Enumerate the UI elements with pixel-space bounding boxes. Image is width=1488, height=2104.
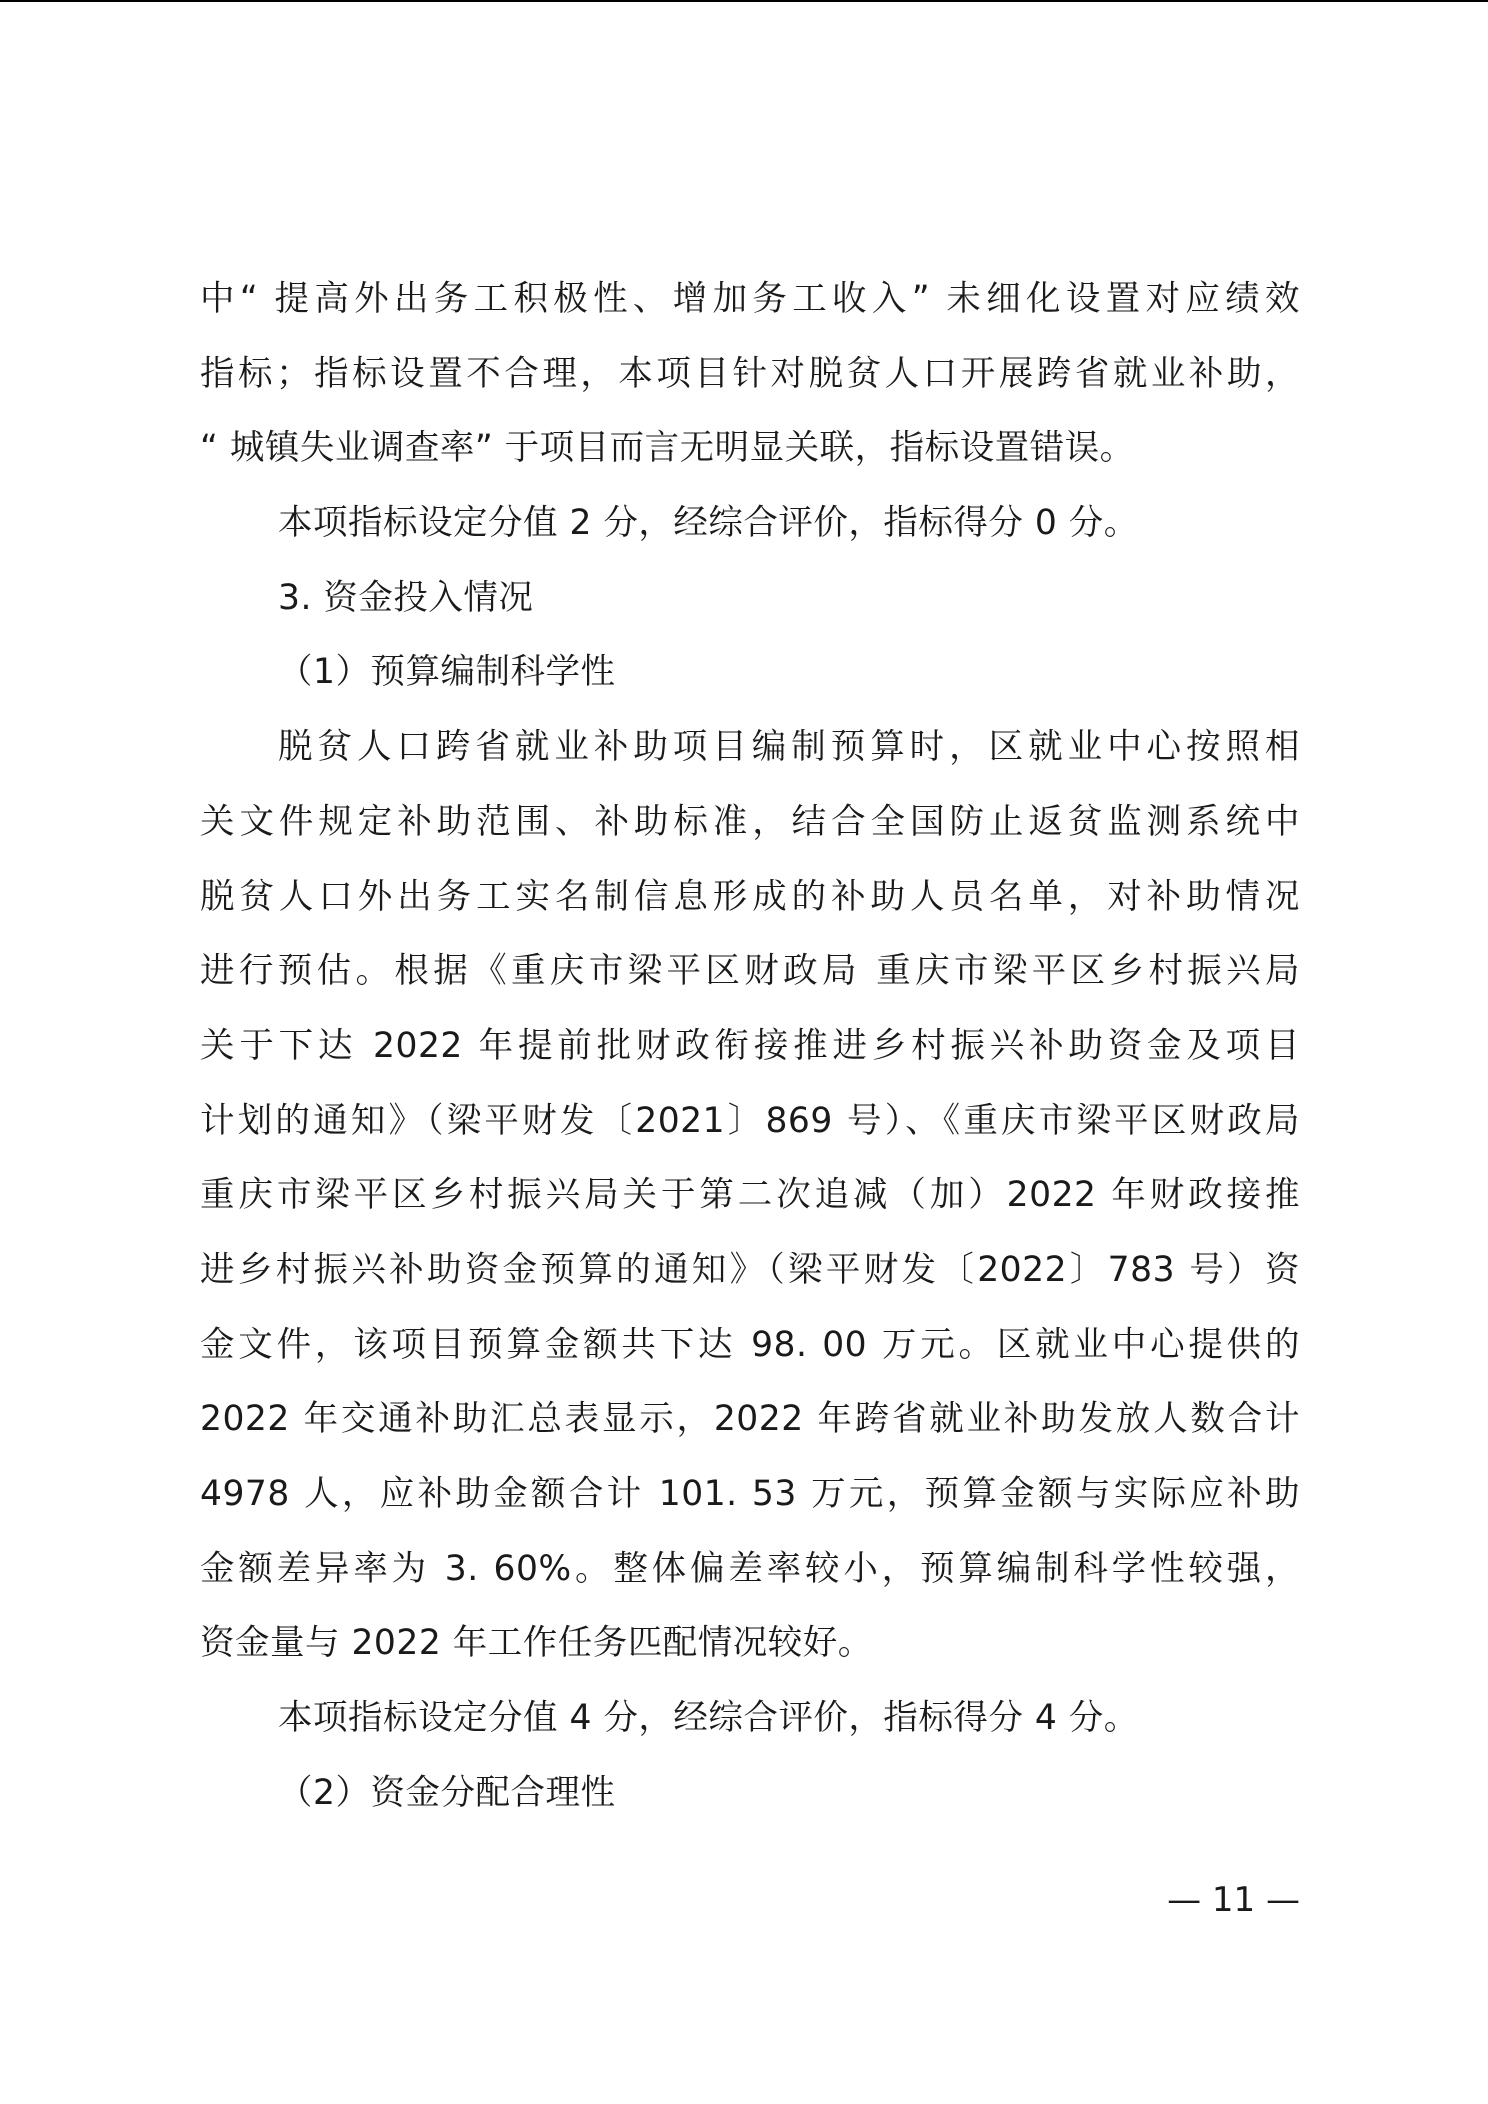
paragraph-line: 进乡村振兴补助资金预算的通知》（梁平财发〔2022〕783 号）资 (200, 1249, 1300, 1290)
top-border-line (0, 0, 1488, 2)
paragraph-line: 脱贫人口跨省就业补助项目编制预算时，区就业中心按照相 (278, 727, 1300, 768)
paragraph-line: 重庆市梁平区乡村振兴局关于第二次追减（加）2022 年财政接推 (200, 1175, 1300, 1216)
paragraph-line: 关文件规定补助范围、补助标准，结合全国防止返贫监测系统中 (200, 801, 1300, 842)
page-number: — 11 — (1167, 1880, 1300, 1920)
paragraph-line: 关于下达 2022 年提前批财政衔接推进乡村振兴补助资金及项目 (200, 1025, 1300, 1066)
paragraph-line: 中“ 提高外出务工积极性、增加务工收入” 未细化设置对应绩效 (200, 279, 1300, 319)
paragraph-line: 进行预估。根据《重庆市梁平区财政局 重庆市梁平区乡村振兴局 (200, 951, 1300, 992)
paragraph-line: 计划的通知》（梁平财发〔2021〕869 号）、《重庆市梁平区财政局 (200, 1100, 1300, 1141)
paragraph-line: 指标；指标设置不合理，本项目针对脱贫人口开展跨省就业补助， (200, 353, 1300, 394)
paragraph-line: 本项指标设定分值 2 分，经综合评价，指标得分 0 分。 (278, 503, 1139, 544)
paragraph-line: 本项指标设定分值 4 分，经综合评价，指标得分 4 分。 (278, 1698, 1139, 1739)
paragraph-line: 脱贫人口外出务工实名制信息形成的补助人员名单，对补助情况 (200, 876, 1300, 917)
section-heading: 3. 资金投入情况 (278, 577, 534, 618)
document-body (200, 262, 1300, 1830)
paragraph-line: 金文件，该项目预算金额共下达 98. 00 万元。区就业中心提供的 (200, 1324, 1300, 1365)
subsection-heading: （1）预算编制科学性 (278, 652, 616, 693)
paragraph-line: 4978 人，应补助金额合计 101. 53 万元，预算金额与实际应补助 (200, 1474, 1300, 1514)
subsection-heading: （2）资金分配合理性 (278, 1772, 616, 1813)
paragraph-line: 金额差异率为 3. 60%。整体偏差率较小，预算编制科学性较强， (200, 1548, 1300, 1589)
paragraph-line: “ 城镇失业调查率” 于项目而言无明显关联，指标设置错误。 (200, 428, 1135, 469)
paragraph-line: 2022 年交通补助汇总表显示，2022 年跨省就业补助发放人数合计 (200, 1399, 1300, 1440)
paragraph-line: 资金量与 2022 年工作任务匹配情况较好。 (200, 1623, 873, 1664)
